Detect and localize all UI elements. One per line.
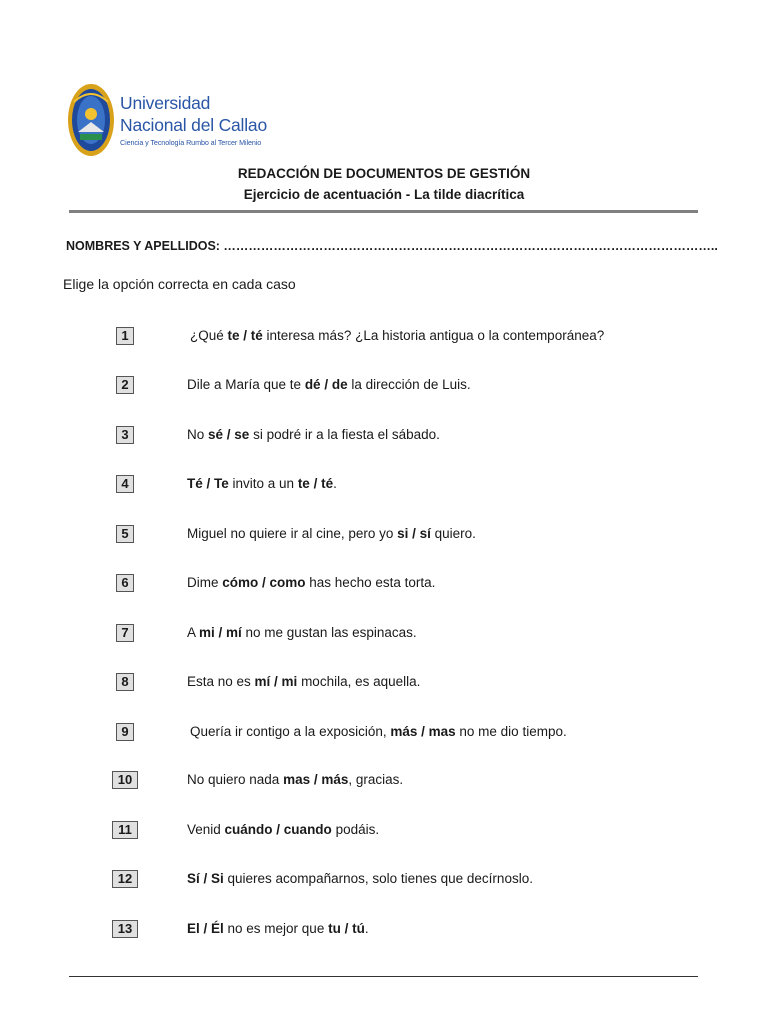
question-text [187,574,435,591]
question-item [0,426,768,448]
option-pair: cuándo / cuando [224,822,332,837]
sentence-fragment: Venid [187,822,225,837]
university-tagline: Ciencia y Tecnología Rumbo al Tercer Milenio [120,138,262,147]
question-item [0,673,768,695]
sentence-fragment: mochila, es aquella. [297,674,421,689]
question-text [187,920,369,937]
question-text [187,821,379,838]
question-text [190,327,604,344]
question-item [0,624,768,646]
sentence-fragment: si podré ir a la fiesta el sábado. [249,427,440,442]
option-pair: te / té [227,328,263,343]
question-item [0,525,768,547]
question-item [0,475,768,497]
sentence-fragment: no es mejor que [223,921,329,936]
question-text [190,723,567,740]
question-item [0,723,768,745]
sentence-fragment: no me dio tiempo. [455,724,567,739]
document-subtitle: Ejercicio de acentuación - La tilde diacrítica [243,187,525,202]
footer-divider [69,976,698,977]
sentence-fragment: Miguel no quiere ir al cine, pero yo [187,526,398,541]
question-number: 11 [112,821,138,839]
option-pair: Té / Te [187,476,229,491]
question-text [187,426,440,443]
option-pair: mí / mi [254,674,298,689]
question-text [187,673,420,690]
question-text [187,475,337,492]
question-text [187,525,476,542]
university-logo [66,82,286,158]
option-pair: sé / se [208,427,250,442]
option-pair: si / sí [397,526,431,541]
header-divider [69,210,698,213]
question-text [187,771,403,788]
option-pair: dé / de [304,377,348,392]
option-pair: Sí / Si [187,871,224,886]
question-item [0,821,768,843]
question-number: 10 [112,771,138,789]
question-number: 6 [116,574,134,592]
names-field-label: NOMBRES Y APELLIDOS: ……………………………………………………………………………………………………….. [66,239,718,253]
sentence-fragment: invito a un [228,476,298,491]
question-item [0,574,768,596]
question-item [0,870,768,892]
question-number: 2 [116,376,134,394]
question-number: 9 [116,723,134,741]
document-title: REDACCIÓN DE DOCUMENTOS DE GESTIÓN [237,166,531,181]
question-number: 5 [116,525,134,543]
sentence-fragment: , gracias. [348,772,404,787]
question-item [0,327,768,349]
option-pair: más / mas [390,724,456,739]
option-pair: El / Él [187,921,224,936]
university-name-line2: Nacional del Callao [120,115,267,135]
question-number: 13 [112,920,138,938]
question-text [187,376,471,393]
sentence-fragment: No quiero nada [187,772,284,787]
question-number: 12 [112,870,138,888]
option-pair: mas / más [283,772,349,787]
sentence-fragment: quieres acompañarnos, solo tienes que decírnoslo. [223,871,533,886]
sentence-fragment: quiero. [430,526,476,541]
question-item [0,771,768,793]
sentence-fragment: interesa más? ¿La historia antigua o la contemporánea? [262,328,605,343]
sentence-fragment: Quería ir contigo a la exposición, [190,724,391,739]
instruction-text: Elige la opción correcta en cada caso [63,276,296,292]
question-item [0,920,768,942]
option-pair: tu / tú [328,921,365,936]
question-number: 7 [116,624,134,642]
option-pair: mi / mí [199,625,242,640]
sentence-fragment: Dile a María que te [187,377,305,392]
sentence-fragment: No [187,427,209,442]
question-number: 4 [116,475,134,493]
question-text [187,870,533,887]
question-number: 1 [116,327,134,345]
sentence-fragment: A [187,625,200,640]
sentence-fragment: . [333,476,337,491]
sentence-fragment: Dime [187,575,223,590]
sentence-fragment: no me gustan las espinacas. [241,625,417,640]
option-pair: cómo / como [222,575,306,590]
sentence-fragment: la dirección de Luis. [347,377,471,392]
question-number: 3 [116,426,134,444]
question-text [187,624,417,641]
sentence-fragment: podáis. [331,822,380,837]
university-seal-icon [66,82,116,158]
question-item [0,376,768,398]
question-number: 8 [116,673,134,691]
sentence-fragment: ¿Qué [190,328,228,343]
university-name-line1: Universidad [120,93,211,113]
option-pair: te / té [297,476,334,491]
sentence-fragment: . [364,921,369,936]
sentence-fragment: Esta no es [187,674,255,689]
sentence-fragment: has hecho esta torta. [305,575,436,590]
